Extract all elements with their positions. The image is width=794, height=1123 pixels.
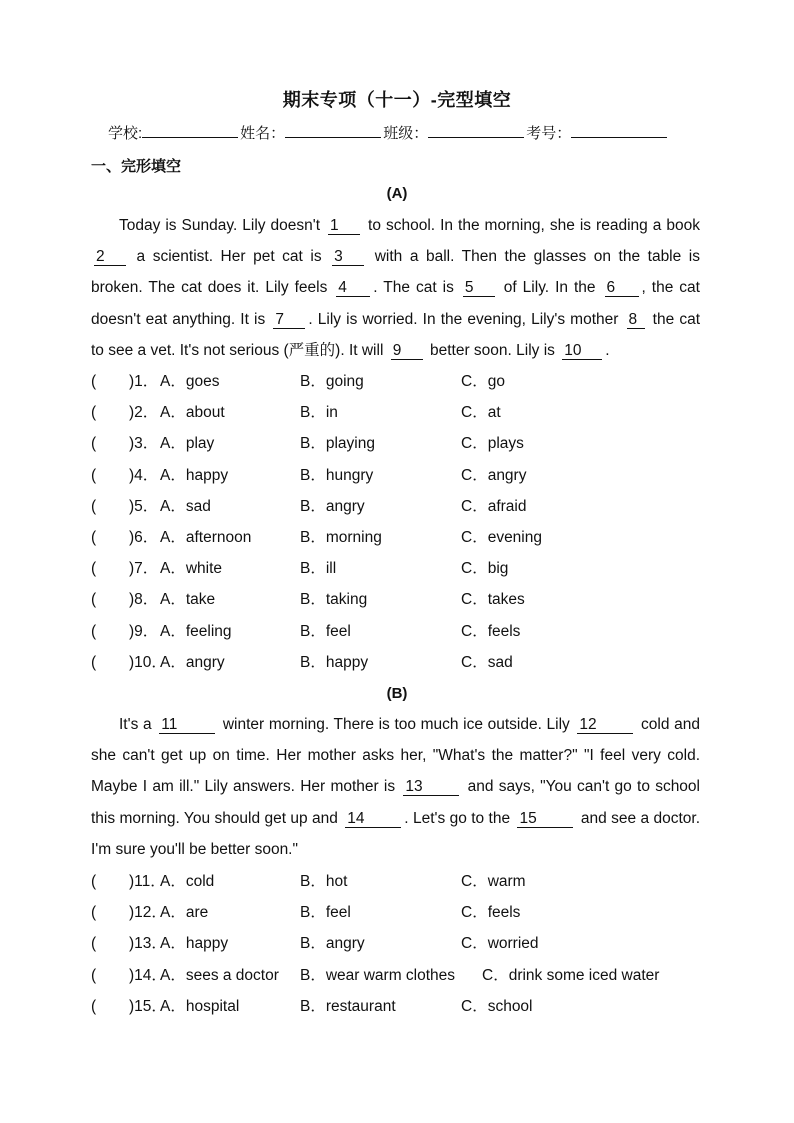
passage-text: to school. In the morning, she is reading a book (363, 217, 700, 234)
question-row (91, 928, 711, 959)
answer-blank[interactable]: 8 (627, 312, 645, 329)
option-a[interactable]: A．feeling (160, 622, 232, 640)
option-a[interactable]: A．are (160, 904, 209, 922)
option-b[interactable]: B．feel (300, 622, 351, 640)
passage-text: and says, "You can't go to school this morning. You should get up and (91, 778, 700, 827)
option-a[interactable]: A．sad (160, 497, 211, 515)
option-c[interactable]: C．drink some iced water (482, 966, 660, 984)
answer-paren[interactable]: ( (91, 466, 97, 484)
answer-paren[interactable]: ( (91, 935, 97, 953)
option-c[interactable]: C．school (461, 997, 533, 1015)
answer-blank[interactable]: 2 (94, 249, 126, 266)
option-b[interactable]: B．restaurant (300, 997, 396, 1015)
answer-blank[interactable]: 12 (577, 717, 633, 734)
option-c[interactable]: C．feels (461, 904, 521, 922)
number-blank[interactable] (571, 123, 667, 138)
answer-blank[interactable]: 5 (463, 280, 495, 297)
passage-text: Today is Sunday. Lily doesn't (119, 217, 326, 234)
question-row (91, 897, 711, 928)
question-number: )15． (129, 997, 167, 1015)
answer-blank[interactable]: 10 (562, 343, 602, 360)
answer-blank[interactable]: 7 (273, 312, 305, 329)
question-row (91, 460, 711, 491)
option-b[interactable]: B．morning (300, 528, 382, 546)
passage-a-label: (A) (386, 185, 408, 202)
school-label: 学校: (108, 125, 143, 142)
questions-b-list (91, 866, 711, 1022)
passage-text: and see a doctor. I'm sure you'll be better soon." (91, 809, 701, 858)
answer-paren[interactable]: ( (91, 904, 97, 922)
option-a[interactable]: A．sees a doctor (160, 966, 279, 984)
question-number: )11． (129, 873, 166, 890)
answer-blank[interactable]: 14 (345, 811, 401, 828)
question-number: )4． (129, 466, 159, 484)
passage-a (91, 210, 700, 366)
question-row (91, 491, 711, 522)
option-b[interactable]: B．feel (300, 904, 351, 922)
question-number: )14． (129, 966, 167, 984)
option-a[interactable]: A．afternoon (160, 528, 252, 546)
passage-text: of Lily. In the (497, 279, 602, 297)
option-c[interactable]: C．plays (461, 435, 524, 453)
question-number: )13． (129, 935, 167, 953)
name-blank[interactable] (285, 123, 381, 138)
option-a[interactable]: A．angry (160, 653, 225, 671)
option-a[interactable]: A．cold (160, 873, 215, 890)
question-row (91, 428, 711, 459)
answer-paren[interactable]: ( (91, 591, 97, 609)
option-a[interactable]: A．play (160, 435, 215, 453)
student-info-line (108, 122, 708, 143)
question-number: )3． (129, 435, 159, 453)
answer-blank[interactable]: 3 (332, 249, 364, 266)
question-number: )8． (129, 591, 159, 609)
passage-text: . The cat is (373, 279, 460, 297)
option-c[interactable]: C．go (461, 373, 505, 390)
answer-paren[interactable]: ( (91, 873, 97, 890)
question-number: )10． (129, 653, 167, 671)
question-row (91, 960, 711, 991)
option-c[interactable]: C．warm (461, 873, 526, 890)
page-title: 期末专项（十一）-完型填空 (282, 90, 512, 110)
passage-text: a scientist. Her pet cat is (129, 248, 330, 266)
school-blank[interactable] (142, 123, 238, 138)
passage-text: , the cat doesn't eat anything. It is (91, 279, 700, 328)
questions-a-list (91, 366, 711, 678)
answer-paren[interactable]: ( (91, 560, 97, 578)
option-a[interactable]: A．white (160, 560, 223, 578)
answer-paren[interactable]: ( (91, 653, 97, 671)
question-row (91, 616, 711, 647)
option-a[interactable]: A．hospital (160, 997, 240, 1015)
question-row (91, 647, 711, 678)
passage-text: . Let's go to the (404, 809, 515, 827)
question-number: )2． (129, 404, 159, 422)
option-a[interactable]: A．take (160, 591, 216, 609)
name-label: 姓名： (240, 125, 286, 142)
class-label: 班级： (383, 125, 429, 142)
answer-blank[interactable]: 9 (391, 343, 423, 360)
answer-blank[interactable]: 4 (336, 280, 370, 297)
question-number: )7． (129, 560, 159, 578)
option-b[interactable]: B．going (300, 373, 364, 390)
question-number: )9． (129, 622, 159, 640)
answer-paren[interactable]: ( (91, 404, 97, 422)
answer-paren[interactable]: ( (91, 373, 97, 390)
option-b[interactable]: B．hot (300, 873, 348, 890)
class-blank[interactable] (428, 123, 524, 138)
option-b[interactable]: B．playing (300, 435, 375, 453)
option-c[interactable]: C．evening (461, 528, 542, 546)
option-b[interactable]: B．in (300, 404, 338, 422)
passage-text: winter morning. There is too much ice outside. Lily (218, 716, 575, 733)
option-a[interactable]: A．goes (160, 373, 220, 390)
passage-text: It's a (119, 716, 157, 733)
option-c[interactable]: C．takes (461, 591, 525, 609)
passage-text: . (605, 341, 610, 359)
option-b[interactable]: B．happy (300, 653, 369, 671)
option-b[interactable]: B．wear warm clothes (300, 966, 456, 984)
answer-blank[interactable]: 6 (605, 280, 639, 297)
question-row (91, 553, 711, 584)
number-label: 考号： (526, 125, 572, 142)
question-row (91, 991, 711, 1022)
question-number: )5． (129, 497, 159, 515)
option-c[interactable]: C．sad (461, 653, 513, 671)
option-b[interactable]: B．ill (300, 560, 337, 578)
passage-text: . Lily is worried. In the evening, Lily's mother (308, 310, 624, 328)
passage-text: cold and she can't get up on time. Her mother asks her, "What's the matter?" "I feel very cold. Maybe I am ill." Lily answers. Her mother is (91, 716, 700, 796)
answer-blank[interactable]: 1 (328, 218, 360, 235)
option-c[interactable]: C．at (461, 404, 501, 422)
answer-paren[interactable]: ( (91, 997, 97, 1015)
answer-blank[interactable]: 15 (517, 811, 573, 828)
passage-text: with a ball. Then the glasses on the table is broken. The cat does it. Lily feels (91, 248, 700, 297)
option-c[interactable]: C．afraid (461, 497, 527, 515)
option-b[interactable]: B．taking (300, 591, 368, 609)
question-number: )6． (129, 528, 159, 546)
answer-paren[interactable]: ( (91, 435, 97, 453)
answer-paren[interactable]: ( (91, 528, 97, 546)
passage-b (91, 709, 700, 865)
answer-paren[interactable]: ( (91, 622, 97, 640)
option-b[interactable]: B．angry (300, 497, 365, 515)
option-c[interactable]: C．feels (461, 622, 521, 640)
question-row (91, 366, 711, 397)
question-row (91, 866, 711, 897)
question-row (91, 584, 711, 615)
option-b[interactable]: B．angry (300, 935, 365, 953)
option-a[interactable]: A．about (160, 404, 225, 422)
answer-blank[interactable]: 11 (159, 717, 215, 734)
passage-b-label: (B) (386, 685, 408, 702)
option-a[interactable]: A．happy (160, 466, 229, 484)
option-c[interactable]: C．worried (461, 935, 539, 953)
option-c[interactable]: C．angry (461, 466, 527, 484)
answer-paren[interactable]: ( (91, 497, 97, 515)
section-heading: 一、完形填空 (91, 158, 182, 175)
option-c[interactable]: C．big (461, 560, 509, 578)
question-number: )12． (129, 904, 167, 922)
answer-blank[interactable]: 13 (403, 779, 459, 796)
question-row (91, 522, 711, 553)
question-row (91, 397, 711, 428)
passage-text: the cat to see a vet. It's not serious (严重的). It will (91, 310, 700, 359)
question-number: )1． (129, 373, 159, 390)
option-a[interactable]: A．happy (160, 935, 229, 953)
passage-text: better soon. Lily is (425, 341, 560, 359)
answer-paren[interactable]: ( (91, 966, 97, 984)
option-b[interactable]: B．hungry (300, 466, 374, 484)
